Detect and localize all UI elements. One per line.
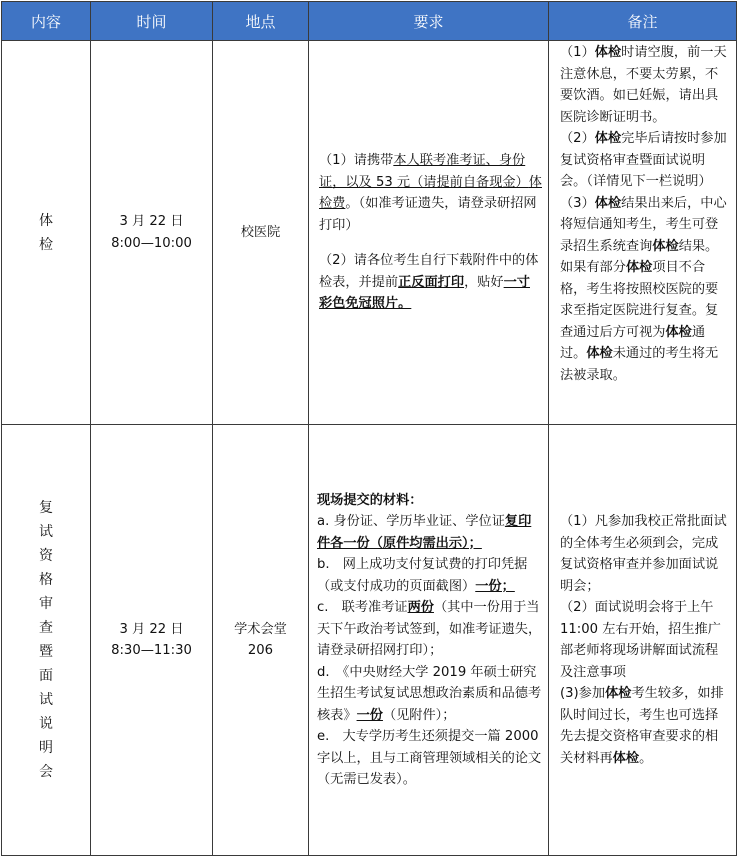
req2-text-b: 正反面打印 xyxy=(398,274,465,290)
requirement-1 xyxy=(319,150,542,236)
material-b-emphasis: 一份； xyxy=(475,578,515,594)
material-d-text: d. 《中央财经大学 2019 年硕士研究生招生考试复试思想政治素质和品德考核表》 xyxy=(317,664,542,723)
note-3 xyxy=(560,683,731,769)
header-requirements: 要求 xyxy=(309,2,549,41)
material-b-text: b. 网上成功支付复试费的打印凭据（或支付成功的页面截图） xyxy=(317,557,528,594)
requirement-2 xyxy=(319,250,542,315)
time-text: 8:30—11:30 xyxy=(111,643,192,658)
material-a xyxy=(317,511,542,554)
cell-content xyxy=(2,425,91,856)
note3-d: 体检 xyxy=(612,750,640,766)
note-2 xyxy=(560,128,731,193)
note1-b: 体检 xyxy=(594,45,622,60)
place-text-2: 206 xyxy=(247,643,274,658)
material-c-rest: （其中一份用于当天下午政治考试签到，如准考证遗失，请登录研招网打印）； xyxy=(317,600,542,658)
header-row xyxy=(2,2,737,41)
cell-time xyxy=(91,425,213,856)
note3-b: 体检 xyxy=(605,686,632,701)
note2-a: （2） xyxy=(560,131,595,146)
content-label: 体检 xyxy=(38,212,53,253)
place-text-1: 学术会堂 xyxy=(234,621,287,637)
cell-content xyxy=(2,41,91,425)
cell-time xyxy=(91,41,213,425)
note3-f: 体检 xyxy=(625,260,653,275)
req2-text-c: ，贴好 xyxy=(464,274,504,290)
note3-i: 通过。 xyxy=(560,324,706,361)
note3-g: 项目不合格，考生将按照校医院的要求至指定医院进行复查。复查通过后方可视为 xyxy=(560,260,719,340)
note3-d: 体检 xyxy=(652,238,679,254)
date-text: 3 月 22 日 xyxy=(119,621,184,637)
header-time: 时间 xyxy=(91,2,213,41)
note3-h: 体检 xyxy=(665,324,692,340)
note3-e: 。 xyxy=(639,750,653,766)
req2-text-d: 一寸彩色免冠照片。 xyxy=(319,274,530,312)
note3-c: 结果出来后，中心将短信通知考生，考生可登录招生系统查询 xyxy=(560,195,727,254)
material-b xyxy=(317,554,542,597)
note3-k: 未通过的考生将无法被录取。 xyxy=(560,346,719,383)
materials-title: 现场提交的材料： xyxy=(317,492,423,508)
cell-place xyxy=(213,41,309,425)
row-physical-exam xyxy=(2,41,737,425)
material-a-text: a. 身份证、学历毕业证、学位证 xyxy=(317,514,505,529)
row-qualification-review xyxy=(2,425,737,856)
header-notes: 备注 xyxy=(549,2,737,41)
note-2: （2）面试说明会将于上午 11:00 左右开始，招生推广部老师将现场讲解面试流程及注意事项 xyxy=(560,600,721,680)
note1-a: （1） xyxy=(560,45,595,60)
material-d-rest: （见附件）； xyxy=(382,707,456,723)
material-c-emphasis: 两份 xyxy=(407,600,434,615)
material-e: e. 大专学历考生还须提交一篇 2000 字以上，且与工商管理领域相关的论文（无需已发表）。 xyxy=(317,729,542,787)
note-1 xyxy=(560,42,731,128)
header-content: 内容 xyxy=(2,2,91,41)
place-text: 校医院 xyxy=(240,224,281,240)
req1-text-c: ，以及 53 元（请提前自备现金） xyxy=(332,174,529,190)
cell-place xyxy=(213,425,309,856)
cell-requirements xyxy=(309,425,549,856)
schedule-table xyxy=(1,1,737,856)
note2-b: 体检 xyxy=(594,131,622,146)
note3-e: 结果。如果有部分 xyxy=(560,238,719,275)
note3-j: 体检 xyxy=(586,346,613,361)
note3-a: （3） xyxy=(560,195,595,211)
material-d xyxy=(317,662,542,727)
note2-c: 完毕后请按时参加复试资格审查暨面试说明会。（详情见下一栏说明） xyxy=(560,131,727,189)
req1-text-d: 体检费 xyxy=(319,174,542,212)
material-c-text: c. 联考准考证 xyxy=(317,600,408,615)
cell-requirements xyxy=(309,41,549,425)
note3-b: 体检 xyxy=(594,195,622,211)
material-a-emphasis: 复印件各一份（原件均需出示）； xyxy=(317,514,532,551)
cell-notes xyxy=(549,41,737,425)
note3-c: 考生较多，如排队时间过长，考生也可选择先去提交资格审查要求的相关材料再 xyxy=(560,686,724,766)
header-place: 地点 xyxy=(213,2,309,41)
note3-a: (3)参加 xyxy=(560,686,606,701)
date-text: 3 月 22 日 xyxy=(119,214,184,229)
note1-c: 时请空腹，前一天注意休息，不要太劳累，不要饮酒。如已妊娠，请出具医院诊断证明书。 xyxy=(560,45,727,125)
cell-notes xyxy=(549,425,737,856)
req1-text-b: 本人联考准考证、身份证 xyxy=(319,153,526,190)
req1-text-e: 。（如准考证遗失，请登录研招网打印） xyxy=(319,196,537,233)
content-label: 复试资格审查暨面试说明会 xyxy=(38,500,53,780)
material-d-emphasis: 一份 xyxy=(356,707,383,723)
material-c xyxy=(317,597,542,662)
time-text: 8:00—10:00 xyxy=(111,235,192,251)
req2-text-a: （2）请各位考生自行下载附件中的体检表，并提前 xyxy=(319,253,539,290)
note-1: （1）凡参加我校正常批面试的全体考生必须到会，完成复试资格审查并参加面试说明会； xyxy=(560,514,727,594)
note-3 xyxy=(560,193,731,387)
req1-text-a: （1）请携带 xyxy=(319,153,394,169)
